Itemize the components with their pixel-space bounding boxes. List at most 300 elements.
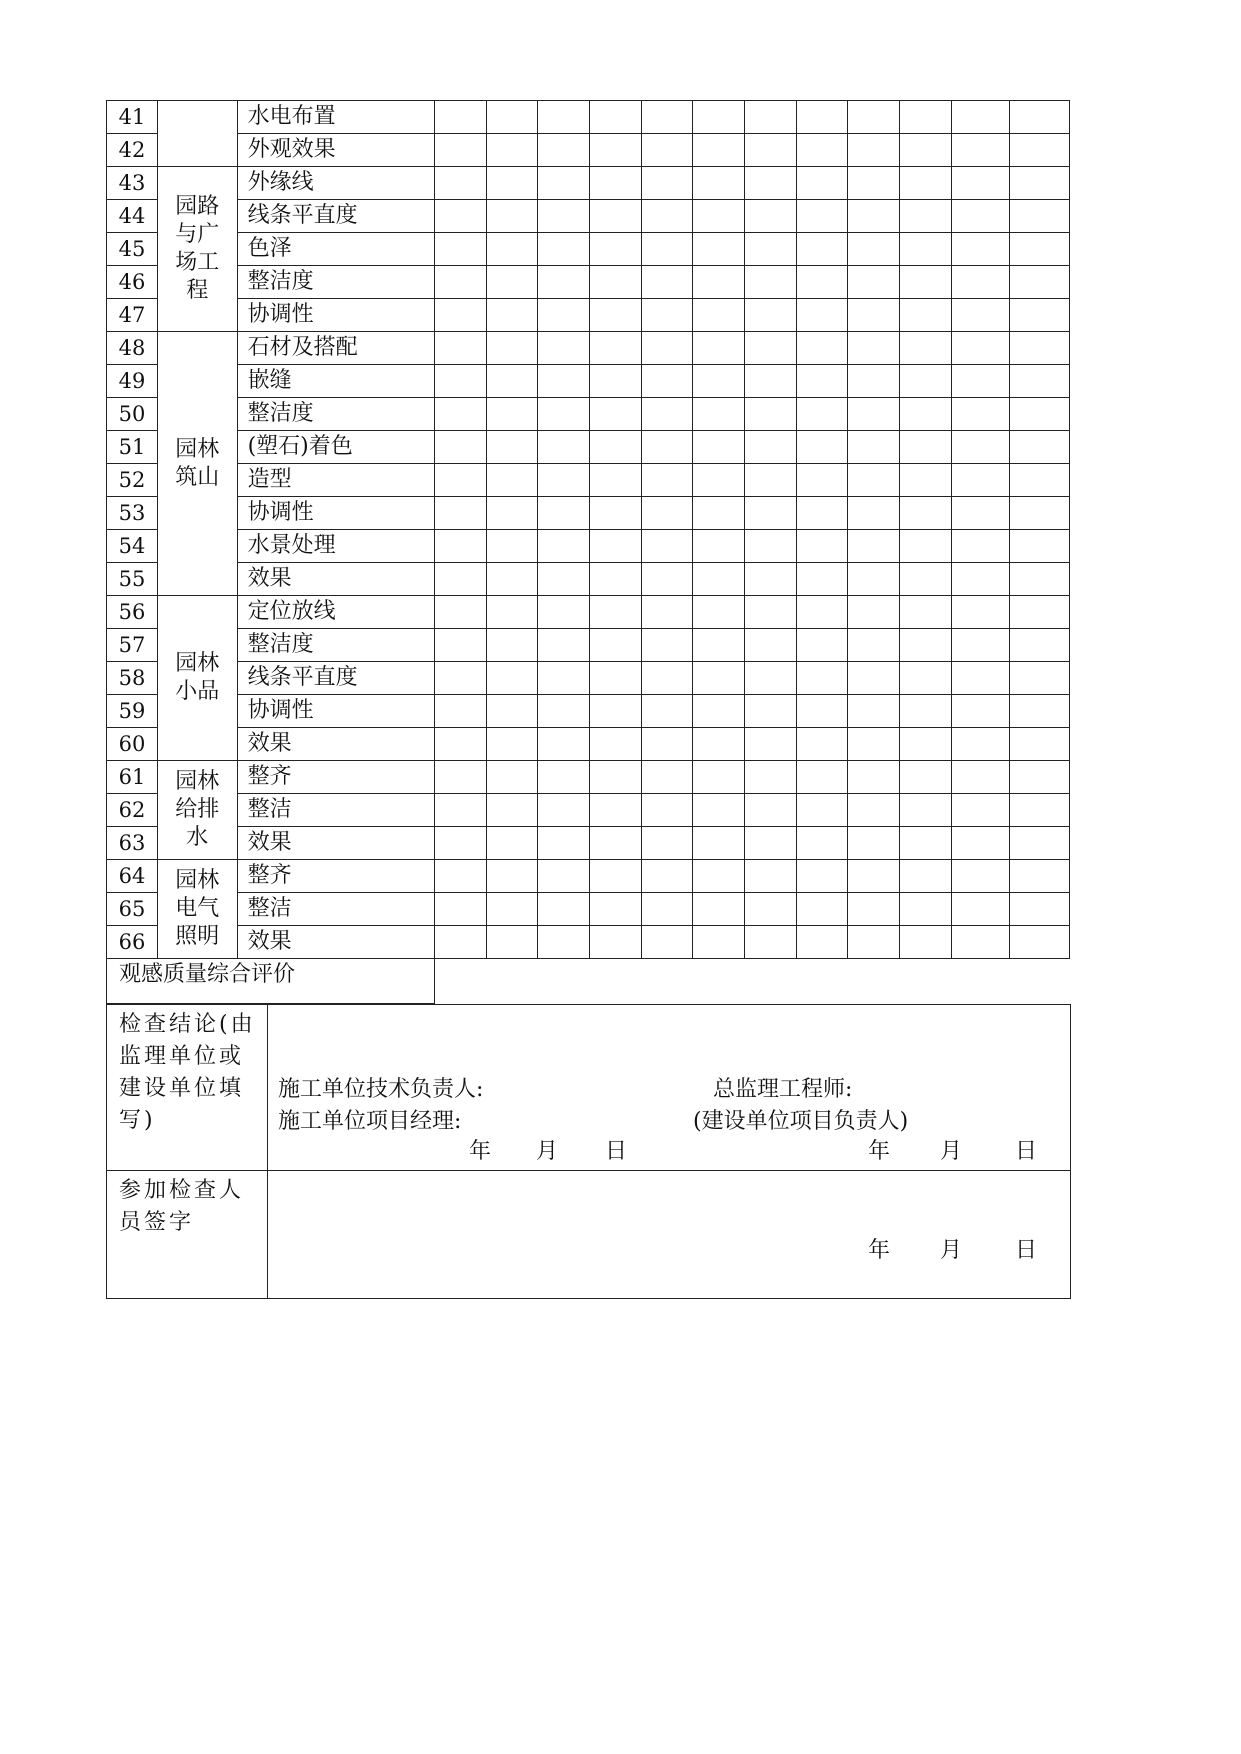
score-cell[interactable] — [693, 629, 745, 662]
score-cell[interactable] — [693, 266, 745, 299]
score-cell[interactable] — [435, 926, 487, 959]
score-cell[interactable] — [590, 431, 642, 464]
score-cell[interactable] — [900, 629, 952, 662]
score-cell[interactable] — [693, 893, 745, 926]
score-cell[interactable] — [487, 530, 538, 563]
score-cell[interactable] — [693, 860, 745, 893]
score-cell[interactable] — [590, 662, 642, 695]
score-cell[interactable] — [952, 926, 1010, 959]
score-cell[interactable] — [642, 662, 693, 695]
score-cell[interactable] — [1010, 332, 1070, 365]
score-cell[interactable] — [538, 629, 590, 662]
score-cell[interactable] — [952, 695, 1010, 728]
score-cell[interactable] — [590, 365, 642, 398]
score-cell[interactable] — [693, 530, 745, 563]
overall-eval-value[interactable] — [435, 959, 1070, 1004]
score-cell[interactable] — [952, 464, 1010, 497]
score-cell[interactable] — [487, 134, 538, 167]
score-cell[interactable] — [590, 200, 642, 233]
score-cell[interactable] — [1010, 629, 1070, 662]
score-cell[interactable] — [642, 827, 693, 860]
score-cell[interactable] — [487, 200, 538, 233]
score-cell[interactable] — [590, 893, 642, 926]
score-cell[interactable] — [1010, 794, 1070, 827]
score-cell[interactable] — [487, 695, 538, 728]
score-cell[interactable] — [745, 431, 797, 464]
score-cell[interactable] — [435, 233, 487, 266]
score-cell[interactable] — [1010, 266, 1070, 299]
score-cell[interactable] — [797, 167, 848, 200]
score-cell[interactable] — [435, 365, 487, 398]
score-cell[interactable] — [1010, 893, 1070, 926]
score-cell[interactable] — [900, 233, 952, 266]
score-cell[interactable] — [487, 761, 538, 794]
score-cell[interactable] — [952, 134, 1010, 167]
score-cell[interactable] — [847, 497, 899, 530]
score-cell[interactable] — [847, 299, 899, 332]
score-cell[interactable] — [745, 299, 797, 332]
score-cell[interactable] — [693, 596, 745, 629]
score-cell[interactable] — [1010, 530, 1070, 563]
score-cell[interactable] — [642, 761, 693, 794]
score-cell[interactable] — [642, 530, 693, 563]
score-cell[interactable] — [487, 497, 538, 530]
score-cell[interactable] — [847, 761, 899, 794]
score-cell[interactable] — [435, 134, 487, 167]
score-cell[interactable] — [1010, 101, 1070, 134]
score-cell[interactable] — [745, 266, 797, 299]
score-cell[interactable] — [642, 629, 693, 662]
score-cell[interactable] — [642, 464, 693, 497]
score-cell[interactable] — [952, 332, 1010, 365]
score-cell[interactable] — [745, 860, 797, 893]
score-cell[interactable] — [590, 794, 642, 827]
score-cell[interactable] — [847, 695, 899, 728]
score-cell[interactable] — [797, 365, 848, 398]
score-cell[interactable] — [745, 365, 797, 398]
score-cell[interactable] — [900, 167, 952, 200]
score-cell[interactable] — [847, 563, 899, 596]
score-cell[interactable] — [952, 101, 1010, 134]
score-cell[interactable] — [487, 629, 538, 662]
score-cell[interactable] — [693, 728, 745, 761]
score-cell[interactable] — [847, 101, 899, 134]
score-cell[interactable] — [435, 629, 487, 662]
score-cell[interactable] — [642, 497, 693, 530]
score-cell[interactable] — [487, 926, 538, 959]
score-cell[interactable] — [900, 431, 952, 464]
score-cell[interactable] — [538, 596, 590, 629]
score-cell[interactable] — [797, 794, 848, 827]
score-cell[interactable] — [487, 365, 538, 398]
score-cell[interactable] — [847, 893, 899, 926]
score-cell[interactable] — [1010, 728, 1070, 761]
score-cell[interactable] — [952, 827, 1010, 860]
score-cell[interactable] — [642, 860, 693, 893]
score-cell[interactable] — [797, 761, 848, 794]
score-cell[interactable] — [538, 794, 590, 827]
score-cell[interactable] — [952, 860, 1010, 893]
score-cell[interactable] — [538, 431, 590, 464]
score-cell[interactable] — [952, 299, 1010, 332]
score-cell[interactable] — [693, 332, 745, 365]
score-cell[interactable] — [900, 563, 952, 596]
score-cell[interactable] — [538, 134, 590, 167]
score-cell[interactable] — [435, 596, 487, 629]
score-cell[interactable] — [847, 464, 899, 497]
score-cell[interactable] — [487, 860, 538, 893]
score-cell[interactable] — [693, 695, 745, 728]
score-cell[interactable] — [797, 398, 848, 431]
score-cell[interactable] — [590, 233, 642, 266]
score-cell[interactable] — [538, 332, 590, 365]
score-cell[interactable] — [487, 563, 538, 596]
score-cell[interactable] — [797, 893, 848, 926]
score-cell[interactable] — [435, 860, 487, 893]
score-cell[interactable] — [797, 299, 848, 332]
score-cell[interactable] — [693, 761, 745, 794]
score-cell[interactable] — [538, 200, 590, 233]
score-cell[interactable] — [797, 332, 848, 365]
score-cell[interactable] — [1010, 926, 1070, 959]
score-cell[interactable] — [538, 728, 590, 761]
score-cell[interactable] — [900, 299, 952, 332]
score-cell[interactable] — [1010, 167, 1070, 200]
score-cell[interactable] — [847, 530, 899, 563]
score-cell[interactable] — [642, 167, 693, 200]
score-cell[interactable] — [1010, 365, 1070, 398]
score-cell[interactable] — [590, 134, 642, 167]
score-cell[interactable] — [900, 794, 952, 827]
score-cell[interactable] — [693, 200, 745, 233]
score-cell[interactable] — [538, 365, 590, 398]
score-cell[interactable] — [693, 662, 745, 695]
score-cell[interactable] — [642, 794, 693, 827]
score-cell[interactable] — [693, 233, 745, 266]
score-cell[interactable] — [952, 728, 1010, 761]
score-cell[interactable] — [745, 761, 797, 794]
score-cell[interactable] — [435, 728, 487, 761]
score-cell[interactable] — [900, 530, 952, 563]
score-cell[interactable] — [642, 332, 693, 365]
score-cell[interactable] — [693, 365, 745, 398]
score-cell[interactable] — [487, 827, 538, 860]
score-cell[interactable] — [538, 860, 590, 893]
score-cell[interactable] — [900, 827, 952, 860]
score-cell[interactable] — [538, 695, 590, 728]
score-cell[interactable] — [538, 299, 590, 332]
score-cell[interactable] — [952, 629, 1010, 662]
score-cell[interactable] — [538, 530, 590, 563]
score-cell[interactable] — [745, 563, 797, 596]
score-cell[interactable] — [590, 332, 642, 365]
score-cell[interactable] — [487, 332, 538, 365]
score-cell[interactable] — [642, 695, 693, 728]
score-cell[interactable] — [847, 794, 899, 827]
score-cell[interactable] — [693, 134, 745, 167]
score-cell[interactable] — [797, 728, 848, 761]
score-cell[interactable] — [797, 827, 848, 860]
score-cell[interactable] — [435, 101, 487, 134]
score-cell[interactable] — [797, 497, 848, 530]
score-cell[interactable] — [745, 332, 797, 365]
score-cell[interactable] — [435, 299, 487, 332]
score-cell[interactable] — [797, 464, 848, 497]
score-cell[interactable] — [952, 662, 1010, 695]
score-cell[interactable] — [693, 299, 745, 332]
score-cell[interactable] — [590, 860, 642, 893]
score-cell[interactable] — [487, 728, 538, 761]
score-cell[interactable] — [900, 332, 952, 365]
score-cell[interactable] — [745, 728, 797, 761]
score-cell[interactable] — [797, 926, 848, 959]
score-cell[interactable] — [435, 563, 487, 596]
score-cell[interactable] — [900, 365, 952, 398]
score-cell[interactable] — [435, 827, 487, 860]
score-cell[interactable] — [847, 134, 899, 167]
score-cell[interactable] — [435, 530, 487, 563]
score-cell[interactable] — [797, 233, 848, 266]
score-cell[interactable] — [590, 695, 642, 728]
score-cell[interactable] — [538, 563, 590, 596]
score-cell[interactable] — [797, 101, 848, 134]
score-cell[interactable] — [900, 596, 952, 629]
score-cell[interactable] — [745, 200, 797, 233]
score-cell[interactable] — [797, 200, 848, 233]
score-cell[interactable] — [487, 299, 538, 332]
score-cell[interactable] — [538, 167, 590, 200]
score-cell[interactable] — [900, 926, 952, 959]
score-cell[interactable] — [952, 497, 1010, 530]
score-cell[interactable] — [900, 266, 952, 299]
score-cell[interactable] — [487, 431, 538, 464]
score-cell[interactable] — [952, 794, 1010, 827]
score-cell[interactable] — [590, 761, 642, 794]
score-cell[interactable] — [487, 662, 538, 695]
score-cell[interactable] — [693, 563, 745, 596]
score-cell[interactable] — [693, 167, 745, 200]
score-cell[interactable] — [693, 101, 745, 134]
score-cell[interactable] — [952, 530, 1010, 563]
score-cell[interactable] — [847, 431, 899, 464]
score-cell[interactable] — [797, 431, 848, 464]
score-cell[interactable] — [952, 398, 1010, 431]
score-cell[interactable] — [538, 233, 590, 266]
score-cell[interactable] — [745, 827, 797, 860]
score-cell[interactable] — [847, 167, 899, 200]
score-cell[interactable] — [745, 497, 797, 530]
score-cell[interactable] — [1010, 596, 1070, 629]
score-cell[interactable] — [847, 596, 899, 629]
score-cell[interactable] — [745, 926, 797, 959]
score-cell[interactable] — [797, 563, 848, 596]
score-cell[interactable] — [952, 596, 1010, 629]
score-cell[interactable] — [1010, 431, 1070, 464]
score-cell[interactable] — [847, 233, 899, 266]
score-cell[interactable] — [642, 200, 693, 233]
score-cell[interactable] — [1010, 497, 1070, 530]
score-cell[interactable] — [900, 464, 952, 497]
score-cell[interactable] — [847, 200, 899, 233]
score-cell[interactable] — [745, 134, 797, 167]
score-cell[interactable] — [900, 101, 952, 134]
score-cell[interactable] — [1010, 761, 1070, 794]
score-cell[interactable] — [642, 365, 693, 398]
score-cell[interactable] — [642, 233, 693, 266]
score-cell[interactable] — [1010, 563, 1070, 596]
score-cell[interactable] — [538, 497, 590, 530]
score-cell[interactable] — [642, 398, 693, 431]
score-cell[interactable] — [900, 860, 952, 893]
score-cell[interactable] — [952, 431, 1010, 464]
score-cell[interactable] — [952, 893, 1010, 926]
score-cell[interactable] — [952, 761, 1010, 794]
score-cell[interactable] — [487, 233, 538, 266]
score-cell[interactable] — [435, 266, 487, 299]
score-cell[interactable] — [590, 596, 642, 629]
score-cell[interactable] — [435, 464, 487, 497]
score-cell[interactable] — [538, 398, 590, 431]
score-cell[interactable] — [538, 827, 590, 860]
score-cell[interactable] — [590, 728, 642, 761]
score-cell[interactable] — [538, 893, 590, 926]
score-cell[interactable] — [642, 596, 693, 629]
score-cell[interactable] — [487, 464, 538, 497]
score-cell[interactable] — [693, 794, 745, 827]
score-cell[interactable] — [797, 629, 848, 662]
score-cell[interactable] — [900, 134, 952, 167]
score-cell[interactable] — [847, 332, 899, 365]
score-cell[interactable] — [952, 233, 1010, 266]
score-cell[interactable] — [900, 662, 952, 695]
score-cell[interactable] — [487, 596, 538, 629]
score-cell[interactable] — [642, 431, 693, 464]
score-cell[interactable] — [487, 266, 538, 299]
score-cell[interactable] — [642, 266, 693, 299]
score-cell[interactable] — [435, 398, 487, 431]
score-cell[interactable] — [797, 596, 848, 629]
score-cell[interactable] — [435, 893, 487, 926]
score-cell[interactable] — [487, 101, 538, 134]
score-cell[interactable] — [745, 893, 797, 926]
score-cell[interactable] — [538, 101, 590, 134]
score-cell[interactable] — [745, 233, 797, 266]
score-cell[interactable] — [900, 200, 952, 233]
score-cell[interactable] — [900, 398, 952, 431]
score-cell[interactable] — [538, 926, 590, 959]
score-cell[interactable] — [435, 167, 487, 200]
score-cell[interactable] — [435, 662, 487, 695]
score-cell[interactable] — [642, 926, 693, 959]
score-cell[interactable] — [847, 398, 899, 431]
score-cell[interactable] — [642, 893, 693, 926]
score-cell[interactable] — [590, 167, 642, 200]
score-cell[interactable] — [1010, 233, 1070, 266]
score-cell[interactable] — [487, 167, 538, 200]
score-cell[interactable] — [847, 926, 899, 959]
score-cell[interactable] — [590, 629, 642, 662]
score-cell[interactable] — [435, 332, 487, 365]
score-cell[interactable] — [538, 266, 590, 299]
score-cell[interactable] — [797, 530, 848, 563]
score-cell[interactable] — [538, 662, 590, 695]
score-cell[interactable] — [1010, 134, 1070, 167]
score-cell[interactable] — [1010, 827, 1070, 860]
score-cell[interactable] — [745, 530, 797, 563]
score-cell[interactable] — [952, 266, 1010, 299]
score-cell[interactable] — [745, 398, 797, 431]
score-cell[interactable] — [952, 365, 1010, 398]
score-cell[interactable] — [847, 860, 899, 893]
score-cell[interactable] — [693, 926, 745, 959]
score-cell[interactable] — [1010, 398, 1070, 431]
score-cell[interactable] — [642, 728, 693, 761]
score-cell[interactable] — [745, 695, 797, 728]
score-cell[interactable] — [590, 464, 642, 497]
score-cell[interactable] — [590, 926, 642, 959]
score-cell[interactable] — [693, 431, 745, 464]
score-cell[interactable] — [900, 695, 952, 728]
score-cell[interactable] — [538, 761, 590, 794]
score-cell[interactable] — [435, 794, 487, 827]
score-cell[interactable] — [900, 761, 952, 794]
score-cell[interactable] — [538, 464, 590, 497]
score-cell[interactable] — [745, 167, 797, 200]
score-cell[interactable] — [797, 662, 848, 695]
score-cell[interactable] — [847, 266, 899, 299]
score-cell[interactable] — [487, 794, 538, 827]
score-cell[interactable] — [745, 629, 797, 662]
score-cell[interactable] — [847, 662, 899, 695]
score-cell[interactable] — [745, 464, 797, 497]
score-cell[interactable] — [590, 497, 642, 530]
score-cell[interactable] — [900, 497, 952, 530]
score-cell[interactable] — [693, 464, 745, 497]
score-cell[interactable] — [1010, 860, 1070, 893]
score-cell[interactable] — [847, 629, 899, 662]
score-cell[interactable] — [642, 134, 693, 167]
score-cell[interactable] — [590, 530, 642, 563]
score-cell[interactable] — [797, 134, 848, 167]
score-cell[interactable] — [435, 695, 487, 728]
score-cell[interactable] — [952, 167, 1010, 200]
score-cell[interactable] — [693, 497, 745, 530]
score-cell[interactable] — [745, 662, 797, 695]
score-cell[interactable] — [642, 563, 693, 596]
score-cell[interactable] — [900, 728, 952, 761]
score-cell[interactable] — [487, 398, 538, 431]
score-cell[interactable] — [847, 827, 899, 860]
score-cell[interactable] — [590, 101, 642, 134]
score-cell[interactable] — [435, 431, 487, 464]
score-cell[interactable] — [642, 101, 693, 134]
score-cell[interactable] — [693, 827, 745, 860]
score-cell[interactable] — [952, 200, 1010, 233]
score-cell[interactable] — [952, 563, 1010, 596]
score-cell[interactable] — [797, 266, 848, 299]
score-cell[interactable] — [900, 893, 952, 926]
score-cell[interactable] — [435, 200, 487, 233]
score-cell[interactable] — [590, 299, 642, 332]
score-cell[interactable] — [745, 596, 797, 629]
score-cell[interactable] — [847, 728, 899, 761]
score-cell[interactable] — [1010, 464, 1070, 497]
score-cell[interactable] — [590, 827, 642, 860]
score-cell[interactable] — [847, 365, 899, 398]
score-cell[interactable] — [745, 794, 797, 827]
score-cell[interactable] — [1010, 200, 1070, 233]
score-cell[interactable] — [1010, 662, 1070, 695]
